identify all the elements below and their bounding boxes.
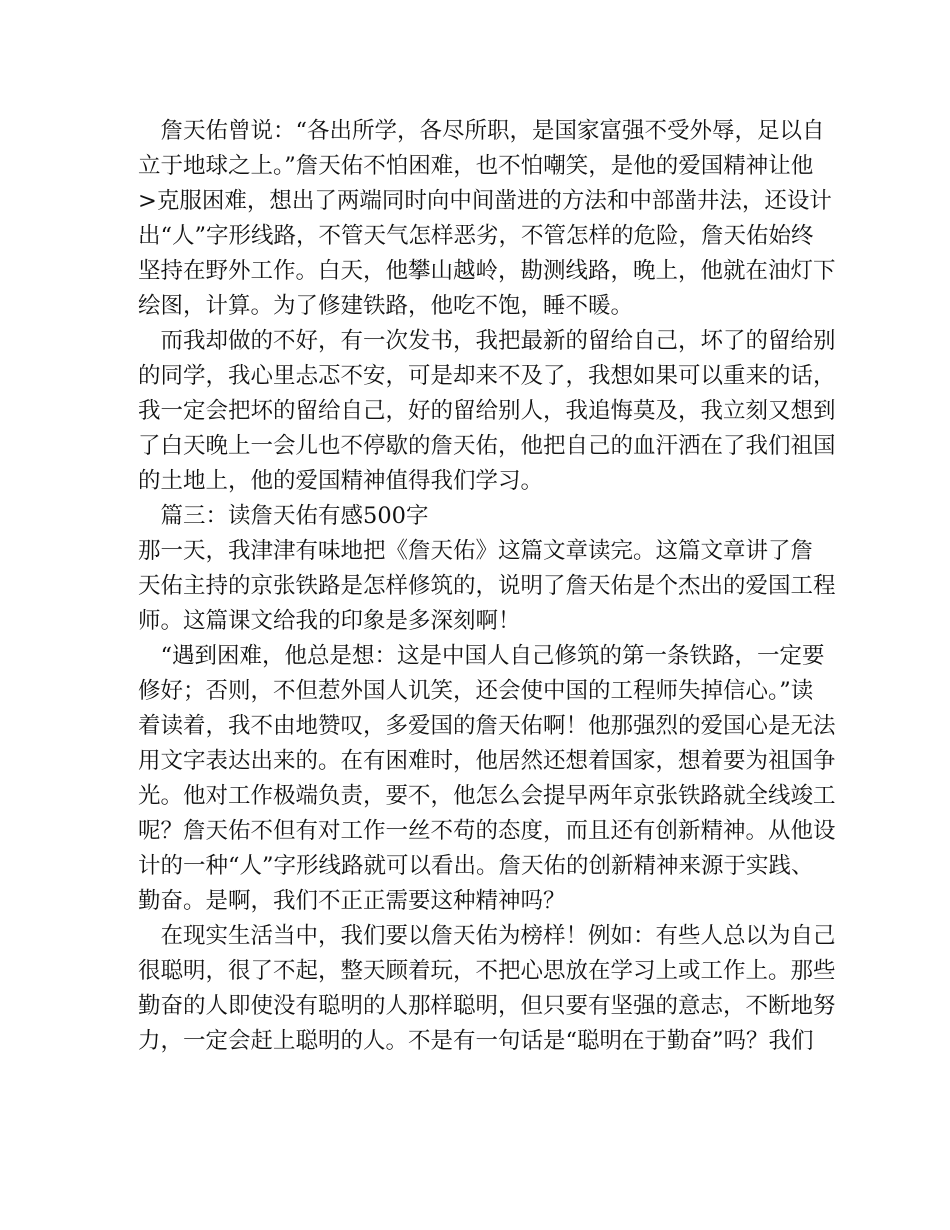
text-line: 用文字表达出来的。在有困难时，他居然还想着国家，想着要为祖国争 — [138, 748, 836, 774]
text-line: 勤奋。是啊，我们不正正需要这种精神吗？ — [138, 888, 566, 914]
text-line: 的同学，我心里忐忑不安，可是却来不及了，我想如果可以重来的话， — [138, 363, 836, 389]
text-line: 那一天，我津津有味地把《詹天佑》这篇文章读完。这篇文章讲了詹 — [138, 538, 814, 564]
text-line: 师。这篇课文给我的印象是多深刻啊！ — [138, 608, 521, 634]
section-heading: 篇三：读詹天佑有感500字 — [138, 503, 429, 529]
text-line: 而我却做的不好，有一次发书，我把最新的留给自己，坏了的留给别 — [138, 328, 836, 354]
text-line: 着读着，我不由地赞叹，多爱国的詹天佑啊！他那强烈的爱国心是无法 — [138, 713, 836, 739]
text-line: 呢？詹天佑不但有对工作一丝不苟的态度，而且还有创新精神。从他设 — [138, 818, 836, 844]
text-line: 修好；否则，不但惹外国人讥笑，还会使中国的工程师失掉信心。”读 — [138, 678, 814, 704]
text-line: 天佑主持的京张铁路是怎样修筑的，说明了詹天佑是个杰出的爱国工程 — [138, 573, 836, 599]
text-line: 坚持在野外工作。白天，他攀山越岭，勘测线路，晚上，他就在油灯下 — [138, 258, 836, 284]
text-line: 詹天佑曾说：“各出所学，各尽所职，是国家富强不受外辱，足以自 — [138, 118, 825, 144]
text-line: 在现实生活当中，我们要以詹天佑为榜样！例如：有些人总以为自己 — [138, 923, 836, 949]
text-line: 光。他对工作极端负责，要不，他怎么会提早两年京张铁路就全线竣工 — [138, 783, 836, 809]
text-line: 很聪明，很了不起，整天顾着玩，不把心思放在学习上或工作上。那些 — [138, 958, 836, 984]
text-line: 的土地上，他的爱国精神值得我们学习。 — [138, 468, 544, 494]
text-line: 勤奋的人即使没有聪明的人那样聪明，但只要有坚强的意志，不断地努 — [138, 993, 836, 1019]
text-line: >克服困难，想出了两端同时向中间凿进的方法和中部凿井法，还设计 — [138, 188, 832, 214]
text-line: 绘图，计算。为了修建铁路，他吃不饱，睡不暖。 — [138, 293, 634, 319]
text-line: 出“人”字形线路，不管天气怎样恶劣，不管怎样的危险，詹天佑始终 — [138, 223, 814, 249]
text-line: 我一定会把坏的留给自己，好的留给别人，我追悔莫及，我立刻又想到 — [138, 398, 836, 424]
text-line: 立于地球之上。”詹天佑不怕困难，也不怕嘲笑，是他的爱国精神让他 — [138, 153, 814, 179]
text-line: 计的一种“人”字形线路就可以看出。詹天佑的创新精神来源于实践、 — [138, 853, 814, 879]
text-line: “遇到困难，他总是想：这是中国人自己修筑的第一条铁路，一定要 — [138, 643, 825, 669]
text-line: 了白天晚上一会儿也不停歇的詹天佑，他把自己的血汗洒在了我们祖国 — [138, 433, 836, 459]
document-page — [138, 114, 836, 1059]
text-line: 力，一定会赶上聪明的人。不是有一句话是“聪明在于勤奋”吗？我们 — [138, 1028, 814, 1054]
